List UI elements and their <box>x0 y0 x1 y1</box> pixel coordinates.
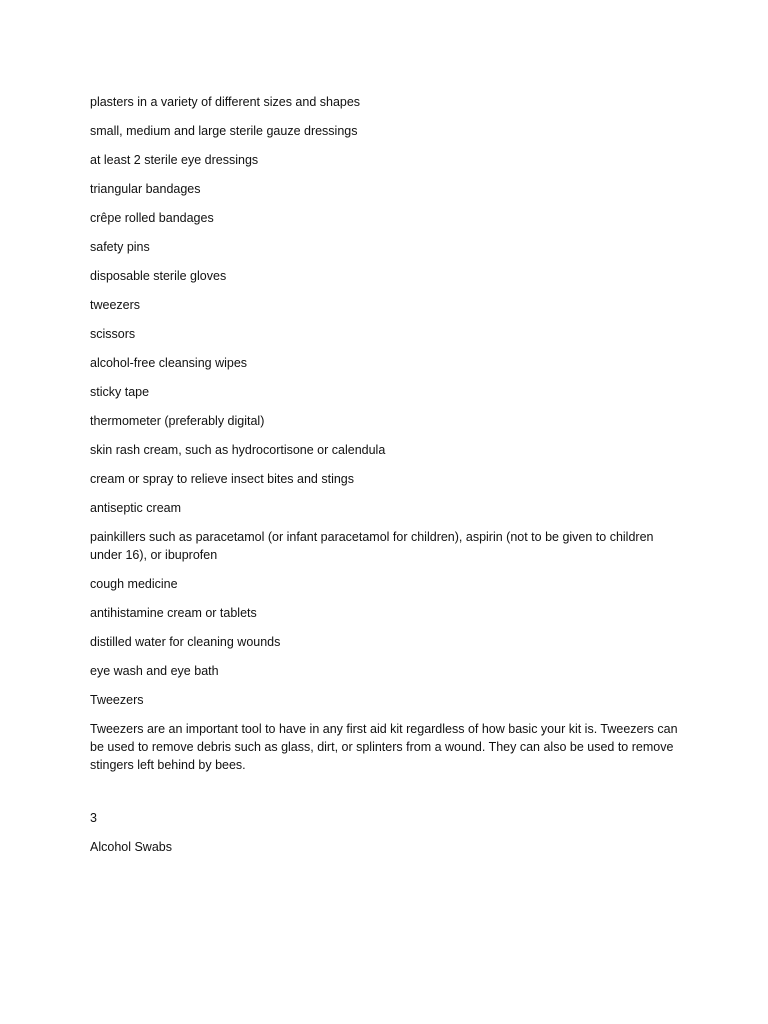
list-item: antihistamine cream or tablets <box>90 606 257 620</box>
tweezers-heading: Tweezers <box>90 693 144 707</box>
section-number: 3 <box>90 811 97 825</box>
list-item: painkillers such as paracetamol (or infant paracetamol for children), aspirin (not to be given to children under 16), or ibuprofen <box>90 530 654 562</box>
list-item: disposable sterile gloves <box>90 269 227 283</box>
list-item: cream or spray to relieve insect bites and stings <box>90 472 355 486</box>
list-item: crêpe rolled bandages <box>90 211 214 225</box>
list-item: plasters in a variety of different sizes and shapes <box>90 95 361 109</box>
list-item: safety pins <box>90 240 150 254</box>
list-item: triangular bandages <box>90 182 201 196</box>
list-item: scissors <box>90 327 136 341</box>
list-item: sticky tape <box>90 385 150 399</box>
tweezers-paragraph: Tweezers are an important tool to have in any first aid kit regardless of how basic your kit is. Tweezers can be used to remove debris such as glass, dirt, or splinters from a wound. They can also be used to remove stingers left behind by bees. <box>90 722 678 772</box>
list-item: distilled water for cleaning wounds <box>90 635 281 649</box>
list-item: alcohol-free cleansing wipes <box>90 356 248 370</box>
list-item: thermometer (preferably digital) <box>90 414 265 428</box>
list-item: small, medium and large sterile gauze dressings <box>90 124 358 138</box>
spacer <box>90 774 680 809</box>
list-item: eye wash and eye bath <box>90 664 219 678</box>
list-item: at least 2 sterile eye dressings <box>90 153 259 167</box>
list-item: cough medicine <box>90 577 178 591</box>
list-item: skin rash cream, such as hydrocortisone or calendula <box>90 443 386 457</box>
list-item: antiseptic cream <box>90 501 182 515</box>
alcohol-swabs-heading: Alcohol Swabs <box>90 840 172 854</box>
list-item: tweezers <box>90 298 141 312</box>
document-content <box>90 93 680 867</box>
